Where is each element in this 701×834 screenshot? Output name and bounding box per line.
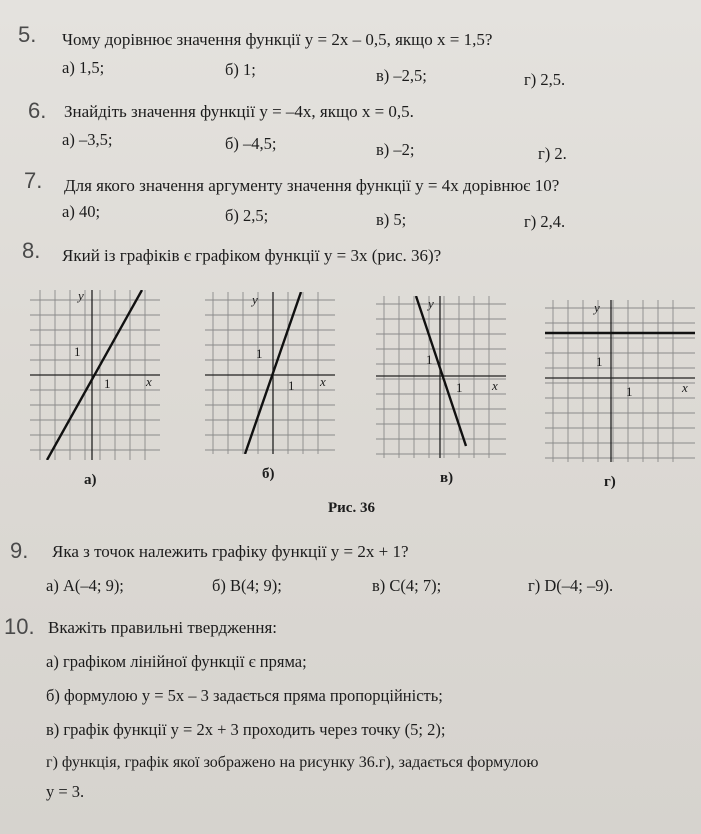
- question-10-statement-d: г) функція, графік якої зображено на рисунку 36.г), задається формулою: [46, 754, 539, 771]
- question-9-option-c: в) C(4; 7);: [372, 576, 442, 595]
- graph-b-x-label: x: [320, 374, 326, 389]
- question-9-option-a: а) A(–4; 9);: [46, 576, 124, 595]
- question-6-option-c: в) –2;: [376, 140, 415, 159]
- question-6-text: Знайдіть значення функції y = –4x, якщо x = 0,5.: [64, 102, 414, 121]
- question-5-option-b: б) 1;: [225, 60, 256, 79]
- graph-a-y-label: y: [78, 288, 84, 303]
- question-7-number: 7.: [24, 168, 43, 193]
- figure-caption: Рис. 36: [328, 500, 375, 516]
- graph-b-x-tick: 1: [288, 378, 295, 393]
- question-6-option-a: а) –3,5;: [62, 130, 113, 149]
- graph-c-label: в): [440, 470, 454, 486]
- question-9-option-b: б) B(4; 9);: [212, 576, 282, 595]
- question-10-number: 10.: [4, 614, 35, 639]
- graph-c-x-label: x: [492, 378, 498, 393]
- question-5-option-d: г) 2,5.: [524, 70, 566, 89]
- graph-b: [205, 292, 335, 454]
- graph-a-label: а): [84, 472, 97, 488]
- question-9-number: 9.: [10, 538, 29, 563]
- question-10-statement-b: б) формулою y = 5x – 3 задається пряма пропорційність;: [46, 686, 443, 705]
- question-6-number: 6.: [28, 98, 47, 123]
- graph-c-x-tick: 1: [456, 380, 463, 395]
- graph-d-label: г): [604, 474, 616, 490]
- graph-d-y-tick: 1: [596, 354, 603, 369]
- question-10-statement-d-formula: y = 3.: [46, 782, 85, 801]
- question-9-text: Яка з точок належить графіку функції y = 2x + 1?: [52, 542, 409, 561]
- graph-b-label: б): [262, 466, 275, 482]
- question-7-option-d: г) 2,4.: [524, 212, 566, 231]
- question-5-option-a: а) 1,5;: [62, 58, 105, 77]
- question-8-text: Який із графіків є графіком функції y = 3x (рис. 36)?: [62, 246, 442, 265]
- graph-d-x-label: x: [682, 380, 688, 395]
- graph-b-y-tick: 1: [256, 346, 263, 361]
- graph-d-y-label: y: [594, 300, 600, 315]
- question-7-option-c: в) 5;: [376, 210, 407, 229]
- graph-d: [545, 300, 695, 462]
- question-7-text: Для якого значення аргументу значення функції y = 4x дорівнює 10?: [64, 176, 560, 195]
- graph-c: [376, 296, 506, 458]
- graph-c-line: [416, 296, 466, 446]
- graph-a-y-tick: 1: [74, 344, 81, 359]
- question-10-statement-a: а) графіком лінійної функції є пряма;: [46, 652, 307, 671]
- question-10-text: Вкажіть правильні твердження:: [48, 618, 277, 637]
- question-10-statement-c: в) графік функції y = 2x + 3 проходить через точку (5; 2);: [46, 720, 446, 739]
- question-5-text: Чому дорівнює значення функції y = 2x – 0,5, якщо x = 1,5?: [62, 30, 493, 49]
- graph-c-y-label: y: [428, 296, 434, 311]
- question-7-option-b: б) 2,5;: [225, 206, 269, 225]
- question-6-option-d: г) 2.: [538, 144, 567, 163]
- question-7-option-a: а) 40;: [62, 202, 101, 221]
- graph-a-x-tick: 1: [104, 376, 111, 391]
- graph-a-x-label: x: [146, 374, 152, 389]
- graph-d-x-tick: 1: [626, 384, 633, 399]
- graph-a: [30, 290, 160, 460]
- graph-c-y-tick: 1: [426, 352, 433, 367]
- question-9-option-d: г) D(–4; –9).: [528, 576, 614, 595]
- graph-b-y-label: y: [252, 292, 258, 307]
- question-6-option-b: б) –4,5;: [225, 134, 277, 153]
- question-5-option-c: в) –2,5;: [376, 66, 427, 85]
- question-8-number: 8.: [22, 238, 41, 263]
- question-5-number: 5.: [18, 22, 37, 47]
